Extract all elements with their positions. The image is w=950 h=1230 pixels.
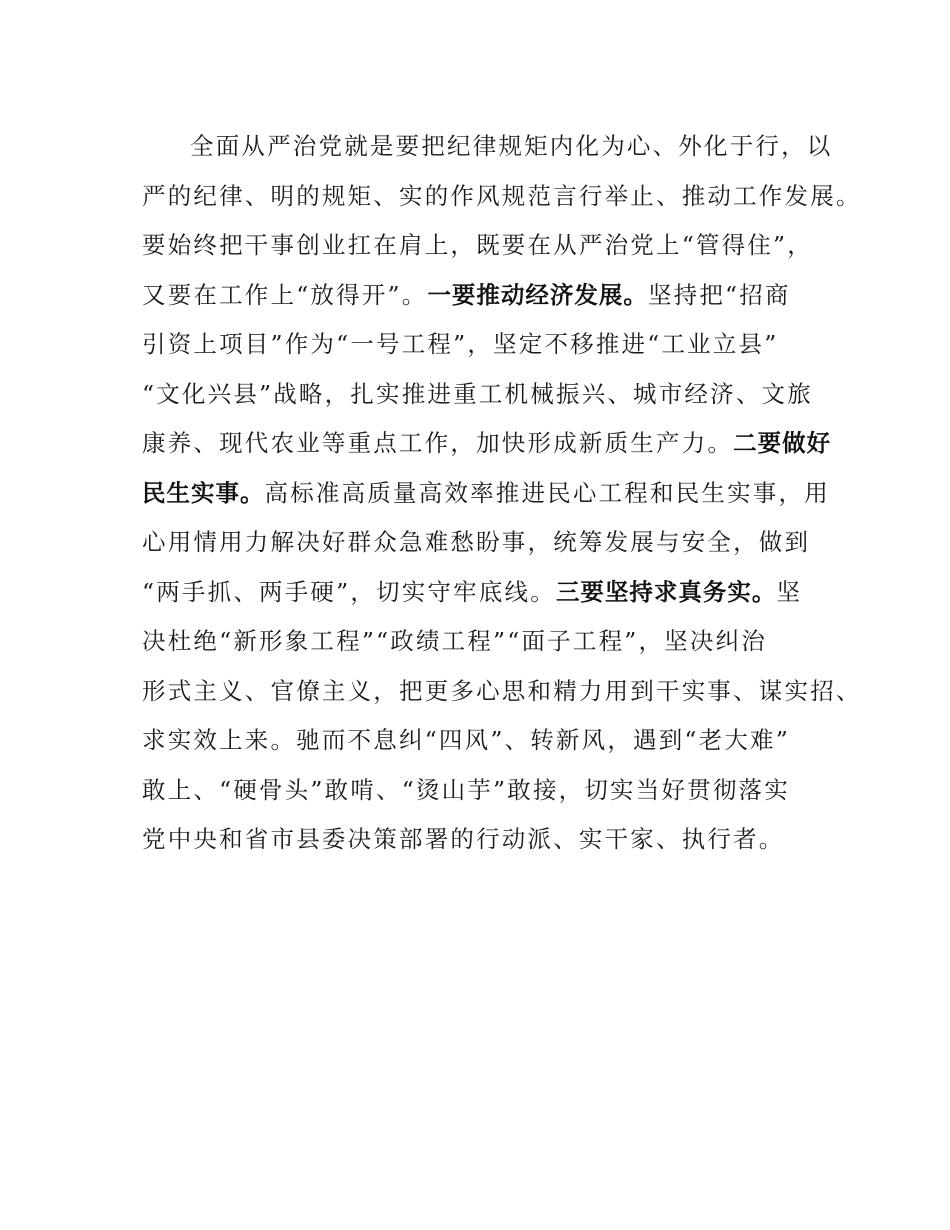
paragraph-line <box>142 617 832 667</box>
line-text: 严的纪律、明的规矩、实的作风规范言行举止、推动工作发展。 <box>142 181 862 210</box>
paragraph-line <box>142 568 832 618</box>
line-text: “两手抓、两手硬”，切实守牢底线。 <box>142 577 556 606</box>
line-text: “文化兴县”战略，扎实推进重工机械振兴、城市经济、文旅 <box>142 379 813 408</box>
paragraph-line <box>142 667 862 717</box>
line-text: 党中央和省市县委决策部署的行动派、实干家、执行者。 <box>142 825 785 853</box>
line-text: 又要在工作上“放得开”。 <box>142 280 428 309</box>
paragraph-line <box>142 172 862 222</box>
line-text: 全面从严治党就是要把纪律规矩内化为心、外化于行，以 <box>190 132 833 160</box>
paragraph-line <box>142 419 832 469</box>
paragraph-line <box>142 469 832 519</box>
bold-heading-first: 一要推动经济发展。 <box>427 280 648 309</box>
line-text: 敢上、“硬骨头”敢啃、“烫山芋”敢接，切实当好贯彻落实 <box>142 775 790 804</box>
line-text: 坚持把“招商 <box>647 280 791 309</box>
paragraph-line <box>142 370 832 420</box>
line-text: 高标准高质量高效率推进民心工程和民生实事，用 <box>264 478 830 507</box>
paragraph-line <box>142 221 832 271</box>
line-text: 决杜绝“新形象工程”“政绩工程”“面子工程”，坚决纠治 <box>142 627 767 655</box>
line-text: 引资上项目”作为“一号工程”，坚定不移推进“工业立县” <box>142 330 779 358</box>
line-text: 要始终把干事创业扛在肩上，既要在从严治党上“管得住”， <box>142 231 813 259</box>
line-text: 形式主义、官僚主义，把更多心思和精力用到干实事、谋实招、 <box>142 676 862 705</box>
line-text: 康养、现代农业等重点工作，加快形成新质生产力。 <box>142 429 734 457</box>
paragraph-line <box>142 271 832 321</box>
paragraph-line <box>142 518 832 568</box>
line-text: 求实效上来。驰而不息纠“四风”、转新风，遇到“老大难” <box>142 726 790 754</box>
paragraph-line <box>142 320 832 370</box>
line-text: 心用情用力解决好群众急难愁盼事，统筹发展与安全，做到 <box>142 528 811 556</box>
bold-heading-third: 三要坚持求真务实。 <box>555 577 777 606</box>
body-paragraph <box>142 122 862 865</box>
bold-heading-second-end: 民生实事。 <box>142 478 265 507</box>
paragraph-line <box>142 766 832 816</box>
paragraph-line <box>142 716 832 766</box>
paragraph-line <box>142 815 832 865</box>
bold-heading-second-start: 二要做好 <box>733 429 832 457</box>
line-text: 坚 <box>776 577 803 606</box>
paragraph-line <box>142 122 832 172</box>
